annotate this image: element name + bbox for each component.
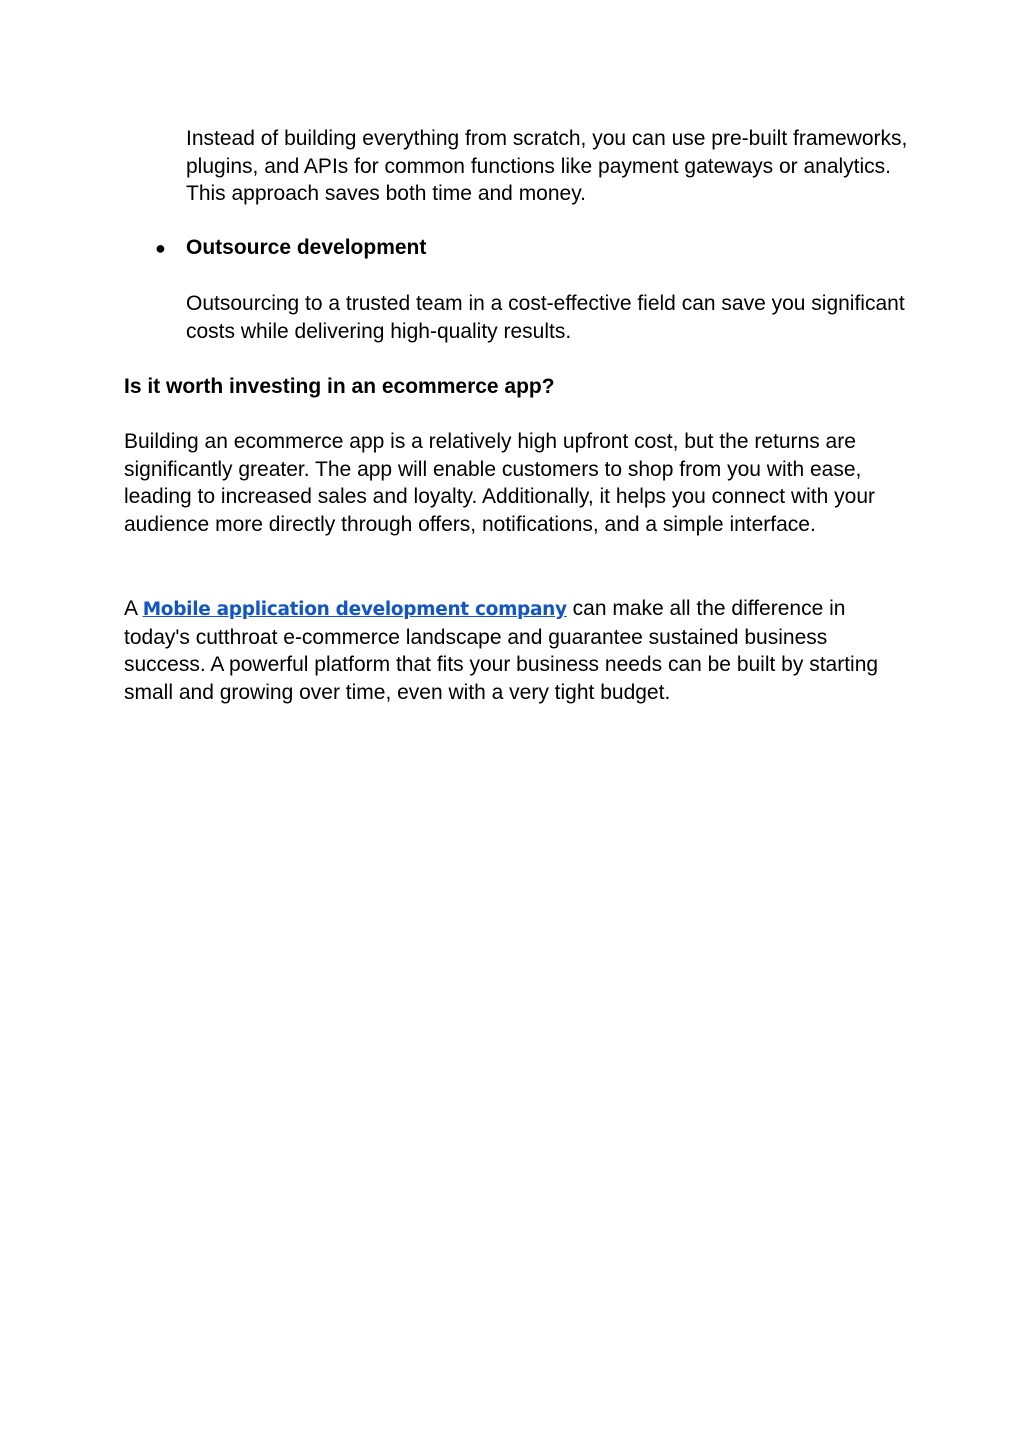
mobile-app-company-link[interactable]: Mobile application development company	[142, 599, 567, 620]
bullet-marker: ●	[155, 238, 166, 258]
closing-suffix: can make all the difference in today's cutthroat e-commerce landscape and guarantee sustained business success. A powerful platform that fits your business needs can be built by starting small and growing over time, even with a very tight budget.	[124, 597, 879, 705]
section-paragraph: Building an ecommerce app is a relatively high upfront cost, but the returns are significantly greater. The app will enable customers to shop from you with ease, leading to increased sales and loyalty. Additionally, it helps you connect with your audience more directly through offers, notifications, and a simple interface.	[124, 430, 875, 537]
intro-paragraph: Instead of building everything from scratch, you can use pre-built frameworks, plugins, and APIs for common functions like payment gateways or analytics. This approach saves both time and money.	[186, 127, 908, 206]
bullet-list-item	[155, 234, 426, 262]
closing-paragraph	[124, 595, 914, 707]
closing-prefix: A	[124, 597, 143, 620]
section-heading: Is it worth investing in an ecommerce app?	[124, 375, 555, 398]
bullet-body-paragraph: Outsourcing to a trusted team in a cost-effective field can save you significant costs while delivering high-quality results.	[186, 292, 905, 343]
bullet-heading: Outsource development	[186, 236, 427, 259]
